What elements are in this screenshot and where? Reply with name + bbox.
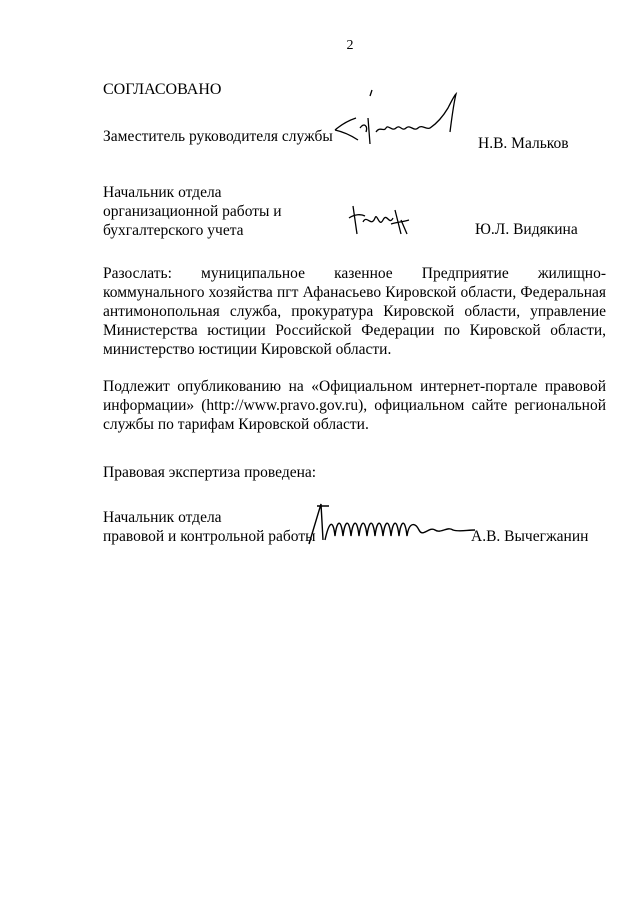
legal-chief-title-line: Начальник отдела	[103, 509, 222, 526]
signature-legal-chief	[305, 500, 477, 546]
org-chief-name: Ю.Л. Видякина	[475, 221, 578, 238]
legal-chief-title-line: правовой и контрольной работы	[103, 528, 316, 545]
deputy-head-name: Н.В. Мальков	[478, 135, 569, 152]
org-chief-title	[103, 183, 282, 240]
signature-deputy-head	[330, 88, 470, 158]
signature-org-chief	[345, 200, 415, 240]
org-chief-title-line: Начальник отдела	[103, 184, 222, 201]
legal-review-statement: Правовая экспертиза проведена:	[103, 464, 317, 481]
deputy-head-title: Заместитель руководителя службы	[103, 128, 333, 145]
distribution-paragraph: Разослать: муниципальное казенное Предприятие жилищно-коммунального хозяйства пгт Афанасьево Кировской области, Федеральная антимонопольная служба, прокуратура Кировской области, управление Министерства юстиции Российской Федерации по Кировской области, министерство юстиции Кировской области.	[103, 265, 606, 358]
approval-heading: СОГЛАСОВАНО	[103, 81, 222, 98]
page-number: 2	[346, 38, 354, 53]
legal-chief-title	[103, 508, 316, 546]
org-chief-title-line: организационной работы и	[103, 203, 282, 220]
org-chief-title-line: бухгалтерского учета	[103, 222, 244, 239]
publication-paragraph: Подлежит опубликованию на «Официальном интернет-портале правовой информации» (http://www.pravo.gov.ru), официальном сайте региональной службы по тарифам Кировской области.	[103, 378, 606, 433]
legal-chief-name: А.В. Вычегжанин	[471, 528, 589, 545]
